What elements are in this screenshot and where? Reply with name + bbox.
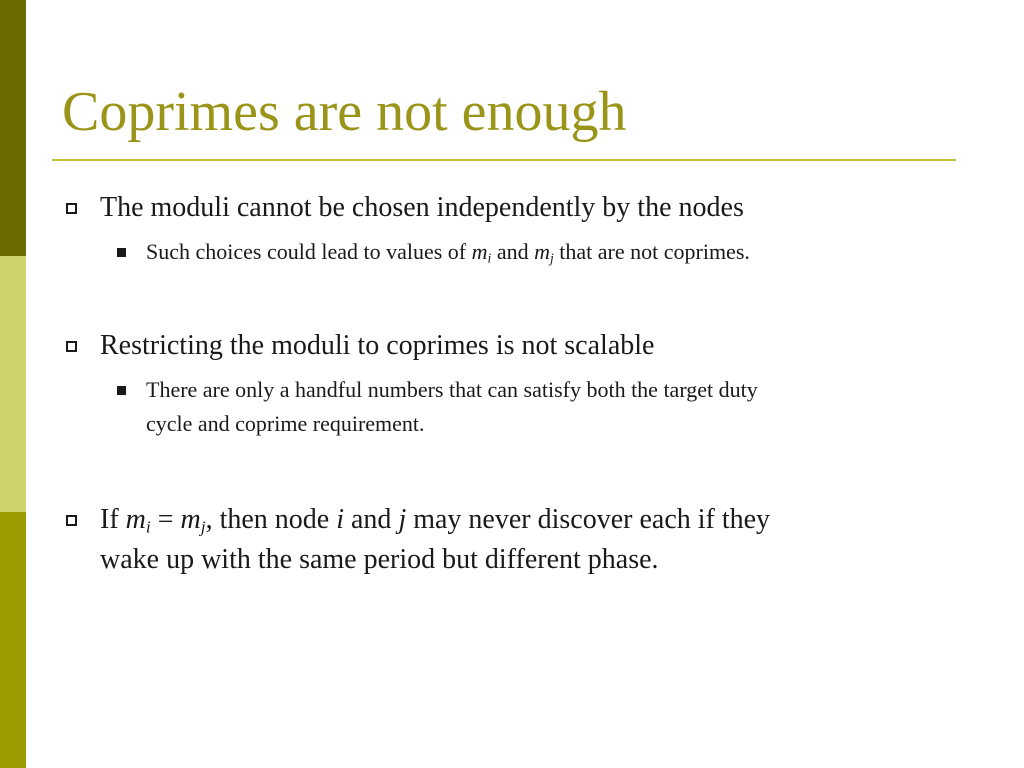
filled-square-bullet-icon bbox=[117, 248, 126, 257]
math-operator: = bbox=[150, 504, 181, 535]
text-segment: that are not coprimes. bbox=[553, 239, 750, 264]
math-subscript: j bbox=[549, 250, 554, 266]
math-variable: m bbox=[534, 239, 550, 264]
math-variable: m bbox=[180, 504, 201, 535]
text-segment: , then node bbox=[205, 504, 337, 535]
bullet-3 bbox=[100, 500, 960, 580]
math-subscript: i bbox=[145, 517, 151, 537]
text-line: cycle and coprime requirement. bbox=[146, 411, 425, 436]
math-variable: j bbox=[398, 504, 407, 535]
math-variable: m bbox=[125, 504, 146, 535]
math-variable: i bbox=[336, 504, 344, 535]
text-segment: and bbox=[491, 239, 535, 264]
math-subscript: j bbox=[200, 517, 206, 537]
math-subscript: i bbox=[487, 250, 492, 266]
text-segment: and bbox=[344, 504, 399, 535]
text-line: There are only a handful numbers that can satisfy both the target duty bbox=[146, 377, 758, 402]
hollow-square-bullet-icon bbox=[66, 515, 77, 526]
text-line: wake up with the same period but different phase. bbox=[100, 544, 659, 575]
slide-title: Coprimes are not enough bbox=[62, 81, 627, 143]
hollow-square-bullet-icon bbox=[66, 203, 77, 214]
text-segment: If bbox=[100, 504, 126, 535]
bullet-2-sub-1 bbox=[146, 373, 956, 441]
math-variable: m bbox=[471, 239, 488, 264]
bullet-2: Restricting the moduli to coprimes is not scalable bbox=[100, 330, 655, 361]
bullet-1-sub-1 bbox=[146, 235, 956, 269]
bullet-1: The moduli cannot be chosen independently by the nodes bbox=[100, 192, 744, 223]
text-segment: may never discover each if they bbox=[406, 504, 771, 535]
hollow-square-bullet-icon bbox=[66, 341, 77, 352]
filled-square-bullet-icon bbox=[117, 386, 126, 395]
text-segment: Such choices could lead to values of bbox=[146, 239, 472, 264]
